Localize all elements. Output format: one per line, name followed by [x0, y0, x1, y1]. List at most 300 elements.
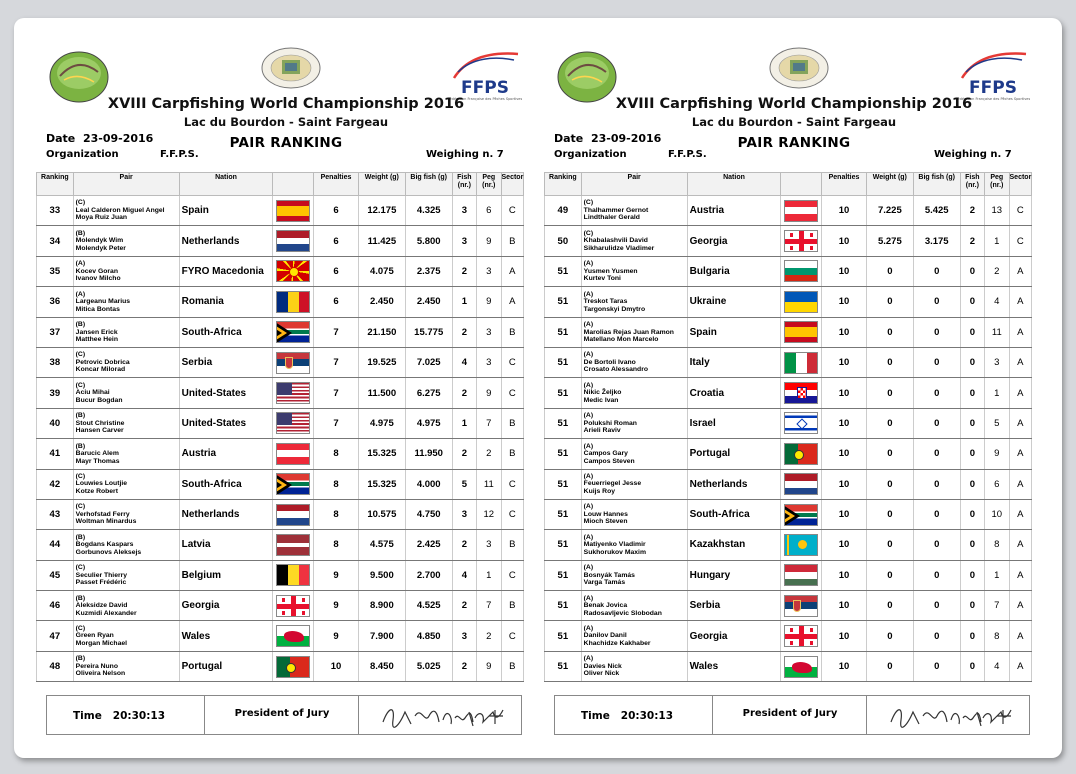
sector-cell: A	[1009, 378, 1031, 408]
table-row	[37, 256, 524, 286]
ranking-page-1	[36, 18, 530, 758]
nation-cell: Spain	[687, 317, 781, 347]
sector-cell: A	[1009, 408, 1031, 438]
penalties-cell: 10	[822, 317, 867, 347]
pair-angler-2: Khachidze Kakhaber	[583, 639, 651, 647]
spain-flag	[784, 321, 818, 343]
peg-cell: 13	[985, 196, 1009, 226]
weight-cell: 8.450	[358, 651, 405, 681]
pair-cell	[73, 287, 179, 317]
nation-cell: Wales	[179, 621, 273, 651]
pair-angler-1: Petrovic Dobrica	[75, 358, 130, 366]
weight-cell: 15.325	[358, 469, 405, 499]
israel-flag	[784, 412, 818, 434]
column-header: Peg (nr.)	[477, 173, 501, 196]
peg-cell: 8	[985, 621, 1009, 651]
rank-cell: 36	[37, 287, 74, 317]
pair-angler-1: Aciu Mihai	[75, 389, 110, 397]
flag-cell	[273, 408, 314, 438]
penalties-cell: 10	[822, 287, 867, 317]
nation-cell: Italy	[687, 347, 781, 377]
pair-sector-tag: (C)	[583, 199, 594, 207]
penalties-cell: 8	[314, 530, 359, 560]
sector-cell: B	[501, 226, 523, 256]
weight-cell: 12.175	[358, 196, 405, 226]
flag-cell	[781, 439, 822, 469]
big-fish-cell: 0	[913, 530, 960, 560]
pair-angler-1: Marolias Rejas Juan Ramon	[583, 328, 674, 336]
pair-angler-2: Mitica Bontas	[75, 305, 120, 313]
rank-cell: 34	[37, 226, 74, 256]
pair-angler-2: Gorbunovs Aleksejs	[75, 548, 142, 556]
weight-cell: 4.975	[358, 408, 405, 438]
flag-cell	[781, 530, 822, 560]
pair-angler-2: Sikharulidze Vladimer	[583, 244, 655, 252]
weighing-number: Weighing n. 7	[934, 149, 1012, 160]
pair-angler-2: Kuzmidi Alexander	[75, 609, 137, 617]
nation-cell: Netherlands	[687, 469, 781, 499]
peg-cell: 5	[985, 408, 1009, 438]
pair-angler-1: Barucic Alem	[75, 450, 119, 458]
rank-cell: 33	[37, 196, 74, 226]
nation-cell: Romania	[179, 287, 273, 317]
weight-cell: 4.075	[358, 256, 405, 286]
peg-cell: 2	[985, 256, 1009, 286]
penalties-cell: 9	[314, 560, 359, 590]
footer-president-cell	[713, 696, 867, 734]
weight-cell: 0	[866, 256, 913, 286]
sector-cell: B	[501, 530, 523, 560]
date-line: Date 23-09-2016	[46, 132, 154, 145]
sector-cell: C	[501, 469, 523, 499]
sector-cell: A	[501, 256, 523, 286]
fish-count-cell: 4	[452, 560, 476, 590]
peg-cell: 6	[985, 469, 1009, 499]
ranking-page-2	[544, 18, 1038, 758]
peg-cell: 1	[477, 560, 501, 590]
rank-cell: 37	[37, 317, 74, 347]
pair-cell	[73, 408, 179, 438]
column-header: Weight (g)	[358, 173, 405, 196]
serbia-flag	[784, 595, 818, 617]
pair-angler-1: Bogdans Kaspars	[75, 541, 134, 549]
sector-cell: A	[1009, 560, 1031, 590]
penalties-cell: 10	[822, 196, 867, 226]
president-signature	[885, 702, 1025, 730]
fish-count-cell: 1	[452, 408, 476, 438]
weight-cell: 5.275	[866, 226, 913, 256]
south-africa-flag	[784, 504, 818, 526]
sector-cell: A	[1009, 439, 1031, 469]
pair-sector-tag: (B)	[75, 229, 86, 237]
rank-cell: 39	[37, 378, 74, 408]
signature-footer	[554, 695, 1030, 735]
pair-cell	[581, 621, 687, 651]
penalties-cell: 7	[314, 408, 359, 438]
footer-time: Time 20:30:13	[73, 710, 166, 722]
pair-cell	[73, 196, 179, 226]
fish-count-cell: 5	[452, 469, 476, 499]
table-header-row	[37, 173, 524, 196]
sector-cell: A	[1009, 347, 1031, 377]
signature-footer	[46, 695, 522, 735]
peg-cell: 7	[985, 591, 1009, 621]
weight-cell: 0	[866, 591, 913, 621]
fish-count-cell: 0	[960, 287, 984, 317]
pair-sector-tag: (B)	[75, 321, 86, 328]
peg-cell: 3	[477, 530, 501, 560]
table-row	[37, 499, 524, 529]
pair-angler-2: Oliver Nick	[583, 670, 620, 678]
fish-count-cell: 0	[960, 560, 984, 590]
nation-cell: Wales	[687, 651, 781, 681]
rank-cell: 51	[545, 499, 582, 529]
penalties-cell: 9	[314, 591, 359, 621]
sector-cell: A	[1009, 530, 1031, 560]
table-row	[37, 287, 524, 317]
penalties-cell: 8	[314, 469, 359, 499]
flag-cell	[781, 499, 822, 529]
flag-cell	[273, 196, 314, 226]
big-fish-cell: 5.800	[405, 226, 452, 256]
pair-cell	[73, 651, 179, 681]
rank-cell: 51	[545, 287, 582, 317]
peg-cell: 2	[477, 621, 501, 651]
flag-cell	[781, 256, 822, 286]
sector-cell: A	[1009, 621, 1031, 651]
column-header: Fish (nr.)	[452, 173, 476, 196]
peg-cell: 11	[985, 317, 1009, 347]
weight-cell: 21.150	[358, 317, 405, 347]
pair-cell	[581, 317, 687, 347]
peg-cell: 7	[477, 408, 501, 438]
sector-cell: B	[501, 651, 523, 681]
penalties-cell: 10	[822, 530, 867, 560]
penalties-cell: 10	[822, 439, 867, 469]
penalties-cell: 6	[314, 256, 359, 286]
table-row	[545, 226, 1032, 256]
pair-angler-2: Mioch Steven	[583, 518, 628, 526]
footer-time-cell	[47, 696, 205, 734]
pair-angler-2: Woltman Minardus	[75, 518, 137, 526]
rank-cell: 49	[545, 196, 582, 226]
svg-text:FFPS: FFPS	[461, 78, 509, 98]
venue-subtitle: Lac du Bourdon - Saint Fargeau	[183, 115, 389, 129]
big-fish-cell: 4.975	[405, 408, 452, 438]
sector-cell: C	[1009, 226, 1031, 256]
rank-cell: 46	[37, 591, 74, 621]
netherlands-flag	[276, 504, 310, 526]
rank-cell: 50	[545, 226, 582, 256]
penalties-cell: 10	[822, 226, 867, 256]
pair-cell	[581, 196, 687, 226]
table-row	[37, 378, 524, 408]
penalties-cell: 8	[314, 499, 359, 529]
big-fish-cell: 15.775	[405, 317, 452, 347]
weight-cell: 10.575	[358, 499, 405, 529]
nation-cell: South-Africa	[687, 499, 781, 529]
weight-cell: 0	[866, 287, 913, 317]
peg-cell: 9	[477, 287, 501, 317]
flag-cell	[781, 560, 822, 590]
fish-count-cell: 2	[960, 226, 984, 256]
fish-count-cell: 2	[452, 256, 476, 286]
fish-count-cell: 2	[452, 530, 476, 560]
penalties-cell: 10	[822, 651, 867, 681]
nation-cell: Portugal	[687, 439, 781, 469]
organization-label: Organization	[46, 149, 119, 160]
flag-cell	[781, 651, 822, 681]
pair-angler-1: Yusmen Yusmen	[583, 267, 638, 275]
table-row	[545, 287, 1032, 317]
peg-cell: 1	[985, 560, 1009, 590]
big-fish-cell: 6.275	[405, 378, 452, 408]
rank-cell: 51	[545, 439, 582, 469]
column-header: Fish (nr.)	[960, 173, 984, 196]
big-fish-cell: 2.450	[405, 287, 452, 317]
pair-sector-tag: (A)	[583, 351, 594, 359]
pair-cell	[581, 408, 687, 438]
fish-count-cell: 2	[452, 439, 476, 469]
pair-sector-tag: (C)	[75, 472, 86, 480]
rank-cell: 44	[37, 530, 74, 560]
sector-cell: A	[501, 287, 523, 317]
table-row	[545, 560, 1032, 590]
organization-value: F.F.P.S.	[668, 149, 707, 160]
pair-angler-1: Thalhammer Gernot	[583, 206, 649, 214]
pair-sector-tag: (A)	[583, 381, 594, 389]
pair-angler-1: Largeanu Marius	[75, 298, 131, 306]
pair-angler-2: Oliveira Nelson	[75, 670, 126, 678]
peg-cell: 4	[985, 651, 1009, 681]
weight-cell: 8.900	[358, 591, 405, 621]
pair-sector-tag: (A)	[583, 533, 594, 541]
sector-cell: B	[501, 591, 523, 621]
macedonia-flag	[276, 260, 310, 282]
nation-cell: Austria	[687, 196, 781, 226]
ffp-emblem-logo	[260, 46, 322, 90]
pair-angler-1: Leal Calderon Miguel Angel	[75, 206, 165, 214]
nation-cell: Hungary	[687, 560, 781, 590]
pair-cell	[581, 439, 687, 469]
weight-cell: 2.450	[358, 287, 405, 317]
pair-cell	[73, 530, 179, 560]
pair-sector-tag: (C)	[75, 564, 86, 572]
ffps-logo	[956, 48, 1030, 102]
peg-cell: 9	[477, 226, 501, 256]
big-fish-cell: 0	[913, 651, 960, 681]
sector-cell: C	[501, 347, 523, 377]
table-row	[37, 530, 524, 560]
championship-title: XVIII Carpfishing World Championship 2016	[107, 96, 465, 112]
big-fish-cell: 4.000	[405, 469, 452, 499]
flag-cell	[781, 196, 822, 226]
pair-cell	[581, 530, 687, 560]
fish-count-cell: 0	[960, 469, 984, 499]
pair-angler-2: Matthee Hein	[75, 336, 118, 343]
svg-text:Fédération Française des Pêche: Fédération Française des Pêches Sportives	[956, 97, 1030, 101]
peg-cell: 7	[477, 591, 501, 621]
table-row	[37, 439, 524, 469]
pair-angler-1: De Bortoli Ivano	[583, 358, 636, 366]
peg-cell: 1	[985, 226, 1009, 256]
pair-angler-1: Danilov Danil	[583, 632, 627, 640]
big-fish-cell: 0	[913, 256, 960, 286]
big-fish-cell: 2.425	[405, 530, 452, 560]
rank-cell: 51	[545, 408, 582, 438]
pair-cell	[73, 378, 179, 408]
peg-cell: 10	[985, 499, 1009, 529]
pair-sector-tag: (A)	[583, 321, 594, 328]
penalties-cell: 10	[822, 560, 867, 590]
weight-cell: 19.525	[358, 347, 405, 377]
sector-cell: C	[501, 621, 523, 651]
pair-cell	[73, 226, 179, 256]
sector-cell: A	[1009, 591, 1031, 621]
weight-cell: 7.225	[866, 196, 913, 226]
pair-sector-tag: (C)	[75, 503, 86, 511]
big-fish-cell: 2.700	[405, 560, 452, 590]
austria-flag	[276, 443, 310, 465]
svg-text:Fédération Française des Pêche: Fédération Française des Pêches Sportives	[448, 97, 522, 101]
penalties-cell: 10	[822, 499, 867, 529]
pair-angler-1: Green Ryan	[75, 632, 114, 640]
sector-cell: A	[1009, 499, 1031, 529]
rank-cell: 42	[37, 469, 74, 499]
fish-count-cell: 0	[960, 651, 984, 681]
table-row	[37, 317, 524, 347]
table-row	[545, 439, 1032, 469]
nation-cell: Serbia	[179, 347, 273, 377]
flag-cell	[273, 499, 314, 529]
big-fish-cell: 0	[913, 621, 960, 651]
sector-cell: C	[501, 378, 523, 408]
fish-count-cell: 0	[960, 256, 984, 286]
big-fish-cell: 0	[913, 408, 960, 438]
championship-title: XVIII Carpfishing World Championship 2016	[615, 96, 973, 112]
ranking-heading: PAIR RANKING	[229, 135, 343, 151]
flag-cell	[781, 621, 822, 651]
sector-cell: A	[1009, 651, 1031, 681]
nation-cell: Netherlands	[179, 226, 273, 256]
south-africa-flag	[276, 473, 310, 495]
footer-time-cell	[555, 696, 713, 734]
pair-sector-tag: (A)	[583, 624, 594, 632]
weighing-number: Weighing n. 7	[426, 149, 504, 160]
pair-angler-2: Kuijs Roy	[583, 487, 616, 495]
pair-cell	[581, 256, 687, 286]
nation-cell: United-States	[179, 408, 273, 438]
nation-cell: Croatia	[687, 378, 781, 408]
weight-cell: 0	[866, 621, 913, 651]
rank-cell: 51	[545, 621, 582, 651]
rank-cell: 51	[545, 256, 582, 286]
pair-cell	[73, 560, 179, 590]
big-fish-cell: 0	[913, 591, 960, 621]
pair-angler-1: Nikic Željko	[583, 389, 622, 397]
pair-angler-2: Koncar Milorad	[75, 366, 126, 374]
weight-cell: 15.325	[358, 439, 405, 469]
nation-cell: Georgia	[179, 591, 273, 621]
flag-cell	[781, 226, 822, 256]
weight-cell: 11.425	[358, 226, 405, 256]
president-of-jury-label: President of Jury	[742, 708, 838, 719]
wales-flag	[784, 656, 818, 678]
table-row	[545, 591, 1032, 621]
table-row	[37, 469, 524, 499]
flag-cell	[781, 347, 822, 377]
pair-angler-1: Stout Christine	[75, 419, 125, 427]
fish-count-cell: 0	[960, 408, 984, 438]
belgium-flag	[276, 564, 310, 586]
pair-sector-tag: (C)	[75, 199, 86, 207]
pair-cell	[73, 439, 179, 469]
ranking-heading: PAIR RANKING	[737, 135, 851, 151]
peg-cell: 9	[477, 651, 501, 681]
penalties-cell: 9	[314, 621, 359, 651]
flag-cell	[781, 469, 822, 499]
netherlands-flag	[784, 473, 818, 495]
big-fish-cell: 4.750	[405, 499, 452, 529]
pair-cell	[73, 317, 179, 347]
flag-cell	[273, 469, 314, 499]
column-header: Pair	[581, 173, 687, 196]
rank-cell: 48	[37, 651, 74, 681]
sector-cell: B	[501, 439, 523, 469]
fish-count-cell: 0	[960, 499, 984, 529]
weight-cell: 0	[866, 560, 913, 590]
big-fish-cell: 2.375	[405, 256, 452, 286]
peg-cell: 3	[477, 317, 501, 347]
column-header: Big fish (g)	[913, 173, 960, 196]
big-fish-cell: 0	[913, 347, 960, 377]
nation-cell: Israel	[687, 408, 781, 438]
rank-cell: 41	[37, 439, 74, 469]
peg-cell: 3	[477, 256, 501, 286]
pair-angler-2: Medic Ivan	[583, 396, 619, 404]
pair-angler-2: Bucur Bogdan	[75, 396, 123, 404]
sector-cell: B	[501, 408, 523, 438]
peg-cell: 1	[985, 378, 1009, 408]
nation-cell: South-Africa	[179, 469, 273, 499]
pair-angler-2: Varga Tamás	[583, 579, 626, 587]
portugal-flag	[784, 443, 818, 465]
table-row	[37, 196, 524, 226]
table-header-row	[545, 173, 1032, 196]
pair-angler-1: Kocev Goran	[75, 267, 118, 275]
svg-text:FFPS: FFPS	[969, 78, 1017, 98]
flag-cell	[781, 591, 822, 621]
column-header: Penalties	[822, 173, 867, 196]
table-row	[545, 196, 1032, 226]
flag-cell	[781, 378, 822, 408]
rank-cell: 51	[545, 651, 582, 681]
sector-cell: A	[1009, 287, 1031, 317]
pair-angler-2: Molendyk Peter	[75, 244, 126, 252]
nation-cell: Belgium	[179, 560, 273, 590]
fish-count-cell: 2	[452, 317, 476, 347]
flag-cell	[273, 287, 314, 317]
nation-cell: Bulgaria	[687, 256, 781, 286]
penalties-cell: 6	[314, 196, 359, 226]
pair-angler-2: Kurtev Toni	[583, 275, 621, 283]
latvia-flag	[276, 534, 310, 556]
table-row	[545, 256, 1032, 286]
pair-angler-1: Aleksidze David	[75, 602, 128, 610]
sector-cell: A	[1009, 256, 1031, 286]
big-fish-cell: 0	[913, 287, 960, 317]
flag-cell	[273, 530, 314, 560]
